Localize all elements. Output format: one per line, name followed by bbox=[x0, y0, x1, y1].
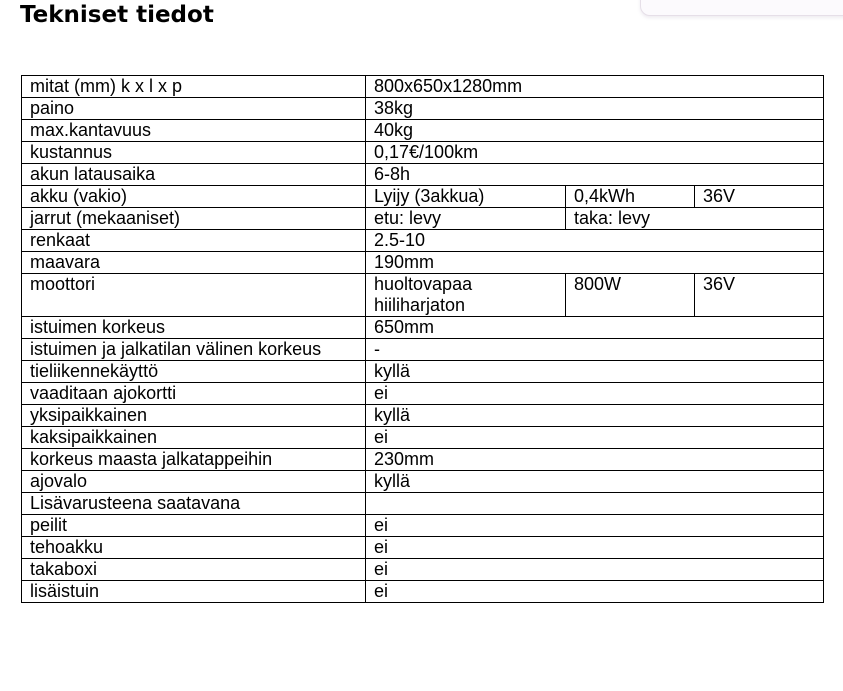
spec-label: peilit bbox=[22, 515, 366, 537]
spec-value: 800x650x1280mm bbox=[366, 76, 824, 98]
spec-value bbox=[366, 493, 824, 515]
spec-value: 0,4kWh bbox=[566, 186, 695, 208]
spec-label: maavara bbox=[22, 252, 366, 274]
spec-value: 38kg bbox=[366, 98, 824, 120]
table-row bbox=[22, 581, 824, 603]
spec-label: kustannus bbox=[22, 142, 366, 164]
spec-value: 40kg bbox=[366, 120, 824, 142]
table-row bbox=[22, 427, 824, 449]
table-row bbox=[22, 339, 824, 361]
spec-value: etu: levy bbox=[366, 208, 566, 230]
spec-label: paino bbox=[22, 98, 366, 120]
spec-value: ei bbox=[366, 559, 824, 581]
spec-label: moottori bbox=[22, 274, 366, 317]
spec-value: kyllä bbox=[366, 361, 824, 383]
page-title: Tekniset tiedot bbox=[20, 2, 214, 28]
spec-label: jarrut (mekaaniset) bbox=[22, 208, 366, 230]
spec-label: Lisävarusteena saatavana bbox=[22, 493, 366, 515]
spec-value: 650mm bbox=[366, 317, 824, 339]
spec-label: renkaat bbox=[22, 230, 366, 252]
spec-value: 2.5-10 bbox=[366, 230, 824, 252]
spec-label: lisäistuin bbox=[22, 581, 366, 603]
spec-label: max.kantavuus bbox=[22, 120, 366, 142]
table-row bbox=[22, 76, 824, 98]
table-row bbox=[22, 383, 824, 405]
spec-value: 800W bbox=[566, 274, 695, 317]
table-row bbox=[22, 120, 824, 142]
spec-label: yksipaikkainen bbox=[22, 405, 366, 427]
table-row bbox=[22, 208, 824, 230]
table-row bbox=[22, 559, 824, 581]
spec-value: ei bbox=[366, 383, 824, 405]
spec-label: tehoakku bbox=[22, 537, 366, 559]
spec-label: kaksipaikkainen bbox=[22, 427, 366, 449]
spec-value: kyllä bbox=[366, 471, 824, 493]
spec-label: tieliikennekäyttö bbox=[22, 361, 366, 383]
spec-value: kyllä bbox=[366, 405, 824, 427]
table-row bbox=[22, 537, 824, 559]
spec-label: takaboxi bbox=[22, 559, 366, 581]
table-row bbox=[22, 186, 824, 208]
spec-label: istuimen ja jalkatilan välinen korkeus bbox=[22, 339, 366, 361]
table-row bbox=[22, 361, 824, 383]
spec-label: istuimen korkeus bbox=[22, 317, 366, 339]
table-row bbox=[22, 164, 824, 186]
spec-label: akun latausaika bbox=[22, 164, 366, 186]
table-row bbox=[22, 98, 824, 120]
spec-value: 0,17€/100km bbox=[366, 142, 824, 164]
spec-value: ei bbox=[366, 515, 824, 537]
spec-label: mitat (mm) k x l x p bbox=[22, 76, 366, 98]
spec-value: ei bbox=[366, 581, 824, 603]
spec-value: ei bbox=[366, 537, 824, 559]
spec-value: - bbox=[366, 339, 824, 361]
table-row bbox=[22, 317, 824, 339]
table-row bbox=[22, 493, 824, 515]
table-row bbox=[22, 405, 824, 427]
table-row bbox=[22, 252, 824, 274]
spec-value: 36V bbox=[695, 186, 824, 208]
table-row bbox=[22, 274, 824, 317]
spec-value: ei bbox=[366, 427, 824, 449]
table-row bbox=[22, 230, 824, 252]
corner-tab-decoration bbox=[640, 0, 843, 16]
specs-table bbox=[21, 75, 824, 603]
spec-value: 6-8h bbox=[366, 164, 824, 186]
spec-label: ajovalo bbox=[22, 471, 366, 493]
table-row bbox=[22, 471, 824, 493]
spec-label: akku (vakio) bbox=[22, 186, 366, 208]
table-row bbox=[22, 515, 824, 537]
spec-label: korkeus maasta jalkatappeihin bbox=[22, 449, 366, 471]
spec-value: taka: levy bbox=[566, 208, 824, 230]
table-row bbox=[22, 142, 824, 164]
spec-label: vaaditaan ajokortti bbox=[22, 383, 366, 405]
spec-value: 36V bbox=[695, 274, 824, 317]
spec-value: 190mm bbox=[366, 252, 824, 274]
spec-value: huoltovapaa hiiliharjaton bbox=[366, 274, 566, 317]
spec-value: 230mm bbox=[366, 449, 824, 471]
spec-value: Lyijy (3akkua) bbox=[366, 186, 566, 208]
table-row bbox=[22, 449, 824, 471]
